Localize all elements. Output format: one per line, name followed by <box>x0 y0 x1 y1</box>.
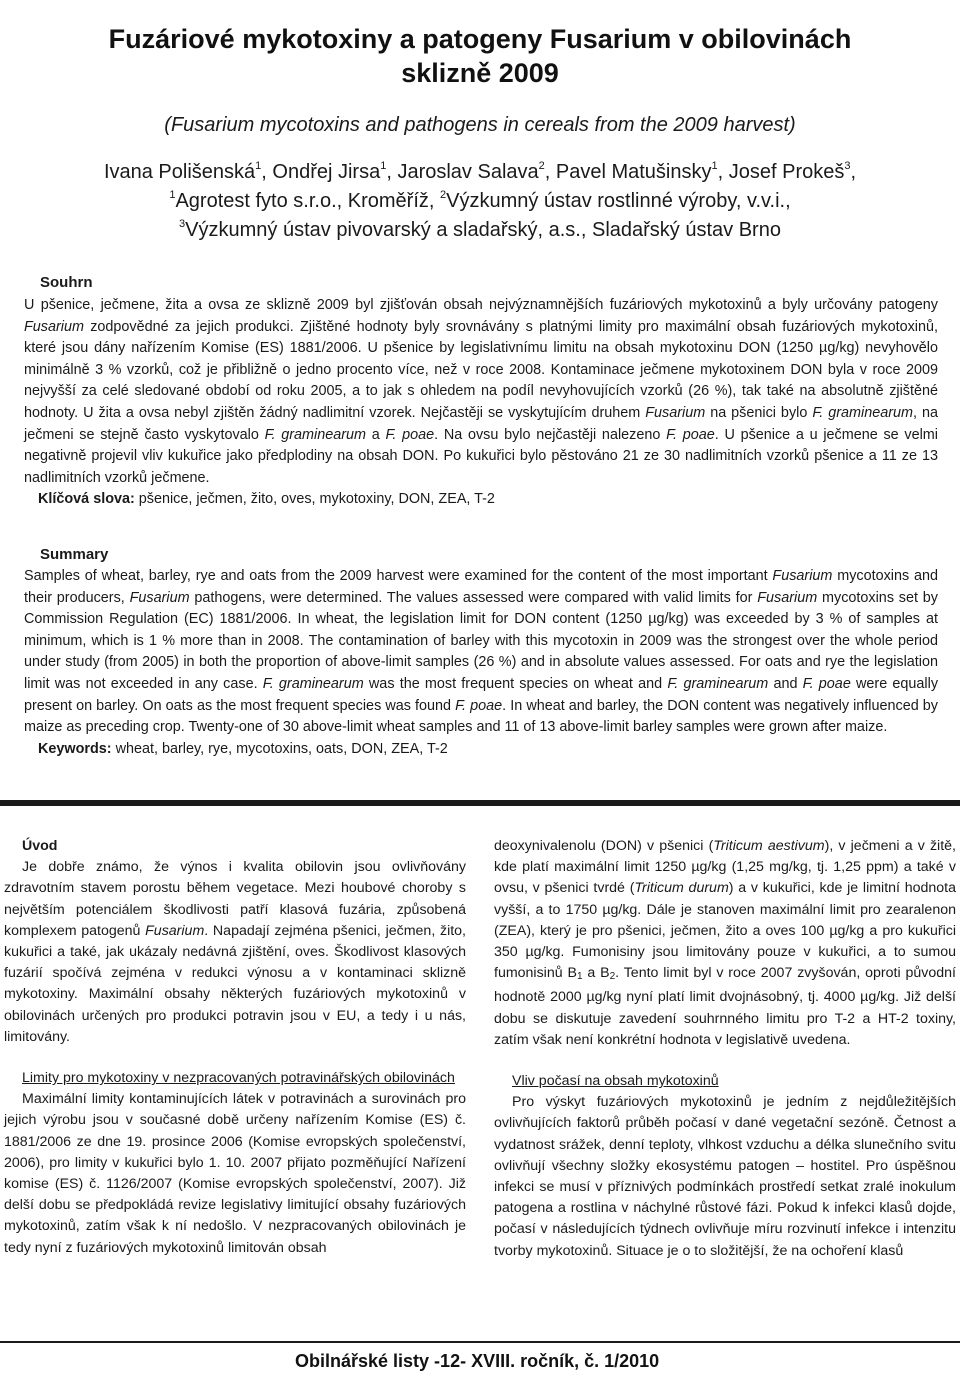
text-run: . Tento limit byl v roce 2007 zvyšován, oproti původní hodnotě 2000 µg/kg nyní platí limit dvojnásobný, tj. 4000 µg/kg. Již delší dobu se diskutuje zavedení souhrnného limitu pro T-2 a HT-2 toxiny, zatím však není konkrétní hodnota v legislativě uvedena. <box>494 965 956 1048</box>
italic-run: F. poae <box>385 426 435 443</box>
summary-text <box>24 566 938 760</box>
text-run: and <box>768 675 803 692</box>
italic-run: Fusarium <box>129 589 190 606</box>
italic-run: Fusarium <box>645 404 706 421</box>
summary-heading: Summary <box>40 546 109 563</box>
page-footer <box>0 1341 960 1382</box>
english-subtitle: (Fusarium mycotoxins and pathogens in cereals from the 2009 harvest) <box>164 114 796 136</box>
text-run: U pšenice, ječmene, žita a ovsa ze sklizně 2009 byl zjišťován obsah nejvýznamnějších fuzáriových mykotoxinů a byly určovány patogeny <box>24 297 938 313</box>
affiliation-1: Agrotest fyto s.r.o., Kroměříž, <box>175 190 440 212</box>
affil-mark: 1 <box>380 160 387 172</box>
keywords-en <box>24 741 448 757</box>
author-5: , Josef Prokeš <box>717 161 845 183</box>
italic-run: F. graminearum <box>667 675 769 692</box>
italic-run: Fusarium <box>145 922 205 939</box>
subscript: 1 <box>576 971 583 983</box>
title-line-2: sklizně 2009 <box>401 58 559 88</box>
keywords-cz <box>24 491 495 507</box>
affil-mark: 2 <box>439 189 447 201</box>
text-run: Je dobře známo, že výnos i kvalita obilovin jsou ovlivňovány zdravotním stavem porostu během vegetace. Mezi houbové choroby s největším potenciálem škodlivosti patří klasová fuzária, způsobená komplexem patogenů <box>4 859 466 939</box>
affiliation-3: Výzkumný ústav pivovarský a sladařský, a.s., Sladařský ústav Brno <box>185 219 781 241</box>
italic-run: Triticum aestivum <box>713 838 825 854</box>
italic-run: Fusarium <box>757 589 818 606</box>
text-run: were equally present on barley. On oats as the most frequent species was found <box>24 675 939 714</box>
keywords-value: wheat, barley, rye, mycotoxins, oats, DON, ZEA, T-2 <box>111 740 448 757</box>
italic-run: Fusarium <box>24 318 84 335</box>
author-4: , Pavel Matušinsky <box>544 161 712 183</box>
text-run: was the most frequent species on wheat and <box>363 675 668 692</box>
text-run: Samples of wheat, barley, rye and oats from the 2009 harvest were examined for the content of the most important <box>24 568 773 584</box>
left-column <box>4 836 466 1259</box>
keywords-value: pšenice, ječmen, žito, oves, mykotoxiny, DON, ZEA, T-2 <box>134 491 495 508</box>
italic-run: F. poae <box>666 426 715 443</box>
italic-run: Triticum durum <box>634 880 729 897</box>
italic-run: F. poae <box>455 697 503 714</box>
page-title <box>40 22 920 90</box>
italic-run: F. graminearum <box>264 426 367 443</box>
affil-mark: 3 <box>179 218 186 230</box>
affil-mark: 1 <box>255 160 262 172</box>
author-1: Ivana Polišenská <box>103 161 256 183</box>
author-2: , Ondřej Jirsa <box>261 161 381 183</box>
uvod-paragraph <box>4 857 466 1048</box>
italic-run: F. graminearum <box>262 675 364 692</box>
text-run: . Na ovsu bylo nejčastěji nalezeno <box>434 426 667 443</box>
limity-heading: Limity pro mykotoxiny v nezpracovaných potravinářských obilovinách <box>22 1070 455 1087</box>
text-run: ) a v kukuřici, kde je limitní hodnota vyšší, a to 1750 µg/kg. Dále je stanoven maximální limit pro zearalenon (ZEA), který je pro pšenici, ječmen, žito a oves 100 µg/kg a pro kukuřici 350 µg/kg. Fumonisiny jsou limitovány pouze v kukuřici, a to sumou fumonisinů B <box>494 880 956 982</box>
limity-paragraph: Maximální limity kontaminujících látek v potravinách a surovinách pro jejich výrobu jsou v současné době určeny nařízením Komise (ES) č. 1881/2006 ze dne 19. prosince 2006 (Komise evropských společenství, 2006), pro limity v kukuřici bylo 1. 10. 2007 přijato pozměňující Nařízení komise (ES) č. 1126/2007 (Komise evropských společenství, 2007). Již delší dobu se předpokládá revize legislativy limitující obsahy fuzáriových mykotoxinů, zatím však k ní nedošlo. V nezpracovaných obilovinách je tedy nyní z fuzáriových mykotoxinů limitován obsah <box>4 1091 466 1256</box>
souhrn-text <box>24 295 938 511</box>
text-run: mycotoxins and their producers, <box>24 568 938 606</box>
italic-run: F. graminearum <box>812 404 913 421</box>
affil-mark: 1 <box>169 189 176 201</box>
text-run: . U pšenice a u ječmene se velmi negativně projevil vliv kukuřice jako předplodiny na obsah DON. Po kukuřici bylo pěstováno 21 ze 30 nadlimitních vzorků pšenice a 11 ze 13 nadlimitních vzorků ječmene. <box>24 426 938 486</box>
uvod-heading: Úvod <box>22 838 58 854</box>
subscript: 2 <box>609 971 616 983</box>
right-column <box>494 836 956 1262</box>
keywords-label: Klíčová slova: <box>38 491 135 508</box>
souhrn-heading: Souhrn <box>40 274 93 291</box>
italic-run: F. poae <box>802 675 851 692</box>
section-divider <box>0 800 960 806</box>
text-run: mycotoxins set by Commission Regulation (EC) 1881/2006. In wheat, the legislation limit for DON content (1250 µg/kg) was exceeded by 3 % of samples at minimum, which is 1 % more than in 2008. The contamination of barley with this mycotoxin in 2009 was the strongest over the whole period under study (from 2005) in both the proportion of above-limit samples (26 %) and in absolute values assessed. For oats and rye the legislation limit was not exceeded in any case. <box>24 589 939 692</box>
affil-mark: 1 <box>711 160 718 172</box>
affil-mark: 2 <box>538 160 545 172</box>
authors-line <box>40 158 920 187</box>
text-run: a <box>366 426 386 443</box>
vliv-heading: Vliv počasí na obsah mykotoxinů <box>512 1073 719 1090</box>
text-run: deoxynivalenolu (DON) v pšenici ( <box>494 838 714 854</box>
affiliations-line-2 <box>40 216 920 245</box>
text-run: pathogens, were determined. The values assessed were compared with valid limits for <box>189 589 758 606</box>
text-run: a B <box>582 965 610 982</box>
text-run: , na ječmeni se stejně často vyskytovalo <box>24 404 938 443</box>
keywords-label: Keywords: <box>38 740 112 757</box>
author-3: , Jaroslav Salava <box>386 161 539 183</box>
footer-journal: Obilnářské listy -12- XVIII. ročník, č. 1/2010 <box>295 1351 660 1371</box>
text-run: . In wheat and barley, the DON content was negatively influenced by maize as preceding crop. Twenty-one of 30 above-limit wheat samples and 11 of 13 above-limit barley samples were grown after maize. <box>24 697 938 736</box>
vliv-paragraph: Pro výskyt fuzáriových mykotoxinů je jedním z nejdůležitějších ovlivňujících faktorů průběh počasí v dané vegetační sezóně. Četnost a vydatnost srážek, denní teploty, vlhkost vzduchu a délka slunečního svitu ovlivňují všechny složky ekosystému patogen – hostitel. Pro úspěšnou infekci se musí v příznivých podmínkách prostředí setkat zralé inokulum patogena a rostlina v náchylné růstové fázi. Pokud k infekci klasů dojde, počasí v následujících týdnech ovlivňuje míru rozvinutí infekce i intenzitu tvorby mykotoxinů. Situace je o to složitější, že na ochoření klasů <box>494 1094 956 1259</box>
text-run: . Napadají zejména pšenici, ječmen, žito, kukuřici a také, jak ukázaly nedávná zjištění, oves. Škodlivost klasových fuzárií spočívá zejména v redukci výnosu a v kontaminaci sklizně mykotoxiny. Maximální obsahy některých fuzáriových mykotoxinů v obilovinách určených pro produkci potravin jsou v EU, a tedy i u nás, limitovány. <box>4 922 466 1045</box>
text-run: ), v ječmeni a v žitě, kde platí maximální limit 1250 µg/kg (1,25 mg/kg, tj. 1,25 ppm) a také v ovsu, v pšenici tvrdé ( <box>494 838 956 897</box>
italic-run: Fusarium <box>772 568 833 584</box>
affiliations-line-1 <box>40 187 920 216</box>
title-line-1: Fuzáriové mykotoxiny a patogeny Fusarium v obilovinách <box>108 24 852 54</box>
authors-block <box>40 158 920 245</box>
text-run: zodpovědné za jejich produkci. Zjištěné hodnoty byly srovnávány s platnými limity pro maximální obsah fuzáriových mykotoxinů, které jsou dány nařízením Komise (ES) 1881/2006. U pšenice by legislativnímu limitu na obsah mykotoxinu DON (1250 µg/kg) nevyhovělo minimálně 3 % vzorků, což je přibližně o jedno procento více, než v roce 2008. Kontaminace ječmene mykotoxinem DON byla v roce 2009 nejvyšší za celé sledované období od roku 2005, a to jak s ohledem na podíl nevyhovujících vzorků (26 %), tak také na absolutně zjištěné hodnoty. U žita a ovsa nebyl zjištěn žádný nadlimitní vzorek. Nejčastěji se vyskytujícím druhem <box>24 318 938 421</box>
author-sep: , <box>850 161 857 183</box>
limits-paragraph <box>494 836 956 1051</box>
affiliation-2: Výzkumný ústav rostlinné výroby, v.v.i., <box>446 190 791 212</box>
affil-mark: 3 <box>844 160 851 172</box>
text-run: na pšenici bylo <box>705 404 813 421</box>
